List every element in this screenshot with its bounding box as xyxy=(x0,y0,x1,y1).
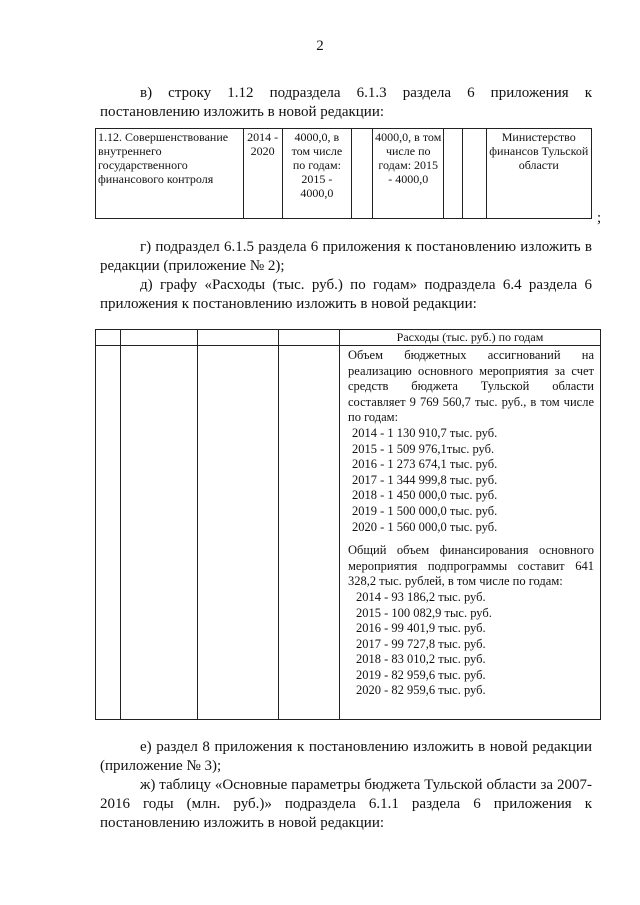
paragraph-d: д) графу «Расходы (тыс. руб.) по годам» подраздела 6.4 раздела 6 приложения к постановлению изложить в новой редакции: xyxy=(100,277,592,312)
paragraph-g: г) подраздел 6.1.5 раздела 6 приложения к постановлению изложить в редакции (приложение № 2); xyxy=(100,239,592,274)
funding-year-line: 2017 - 99 727,8 тыс. руб. xyxy=(356,636,486,651)
funding-year-line: 2019 - 82 959,6 тыс. руб. xyxy=(356,667,486,682)
table-row-1-12 xyxy=(95,128,592,219)
paragraph-e: е) раздел 8 приложения к постановлению изложить в новой редакции (приложение № 3); xyxy=(100,739,592,774)
budget-year-line: 2019 - 1 500 000,0 тыс. руб. xyxy=(352,503,498,518)
funding-year-line: 2015 - 100 082,9 тыс. руб. xyxy=(356,605,492,620)
page-number: 2 xyxy=(316,38,324,54)
cell-total: 4000,0, в том числе по годам: 2015 - 4000,0 xyxy=(282,129,351,219)
cell-period: 2014 - 2020 xyxy=(243,129,282,219)
expenses-content xyxy=(340,346,601,720)
paragraph-zh: ж) таблицу «Основные параметры бюджета Тульской области за 2007-2016 годы (млн. руб.)» подраздела 6.1.1 раздела 6 приложения к постановлению изложить в новой редакции: xyxy=(100,777,592,831)
budget-year-line: 2018 - 1 450 000,0 тыс. руб. xyxy=(352,488,498,503)
funding-year-line: 2014 - 93 186,2 тыс. руб. xyxy=(356,589,486,604)
budget-year-line: 2015 - 1 509 976,1тыс. руб. xyxy=(352,441,495,456)
semicolon: ; xyxy=(597,210,602,226)
budget-year-line: 2017 - 1 344 999,8 тыс. руб. xyxy=(352,472,498,487)
cell-executor: Министерство финансов Тульской области xyxy=(486,129,591,219)
funding-year-line: 2020 - 82 959,6 тыс. руб. xyxy=(356,683,486,698)
expenses-table xyxy=(95,329,601,720)
cell-empty-4 xyxy=(352,129,373,219)
cell-empty-6 xyxy=(444,129,463,219)
funding-year-line: 2018 - 83 010,2 тыс. руб. xyxy=(356,652,486,667)
budget-allocation-text: Объем бюджетных ассигнований на реализацию основного мероприятия за счет средств бюджета Тульской области составляет 9 769 560,7 тыс. руб., в том числе по годам: xyxy=(348,348,594,425)
cell-budget: 4000,0, в том числе по годам: 2015 - 4000,0 xyxy=(373,129,444,219)
expenses-header: Расходы (тыс. руб.) по годам xyxy=(340,330,601,346)
paragraph-v: в) строку 1.12 подраздела 6.1.3 раздела 6 приложения к постановлению изложить в новой редакции: xyxy=(100,85,592,120)
cell-name: 1.12. Совершенствование внутреннего государственного финансового контроля xyxy=(96,129,244,219)
total-funding-text: Общий объем финансирования основного мероприятия подпрограммы составит 641 328,2 тыс. рублей, в том числе по годам: xyxy=(348,543,594,589)
cell-empty-7 xyxy=(463,129,486,219)
budget-year-line: 2014 - 1 130 910,7 тыс. руб. xyxy=(352,425,498,440)
funding-year-line: 2016 - 99 401,9 тыс. руб. xyxy=(356,621,486,636)
budget-year-line: 2016 - 1 273 674,1 тыс. руб. xyxy=(352,457,498,472)
budget-year-line: 2020 - 1 560 000,0 тыс. руб. xyxy=(352,519,498,534)
